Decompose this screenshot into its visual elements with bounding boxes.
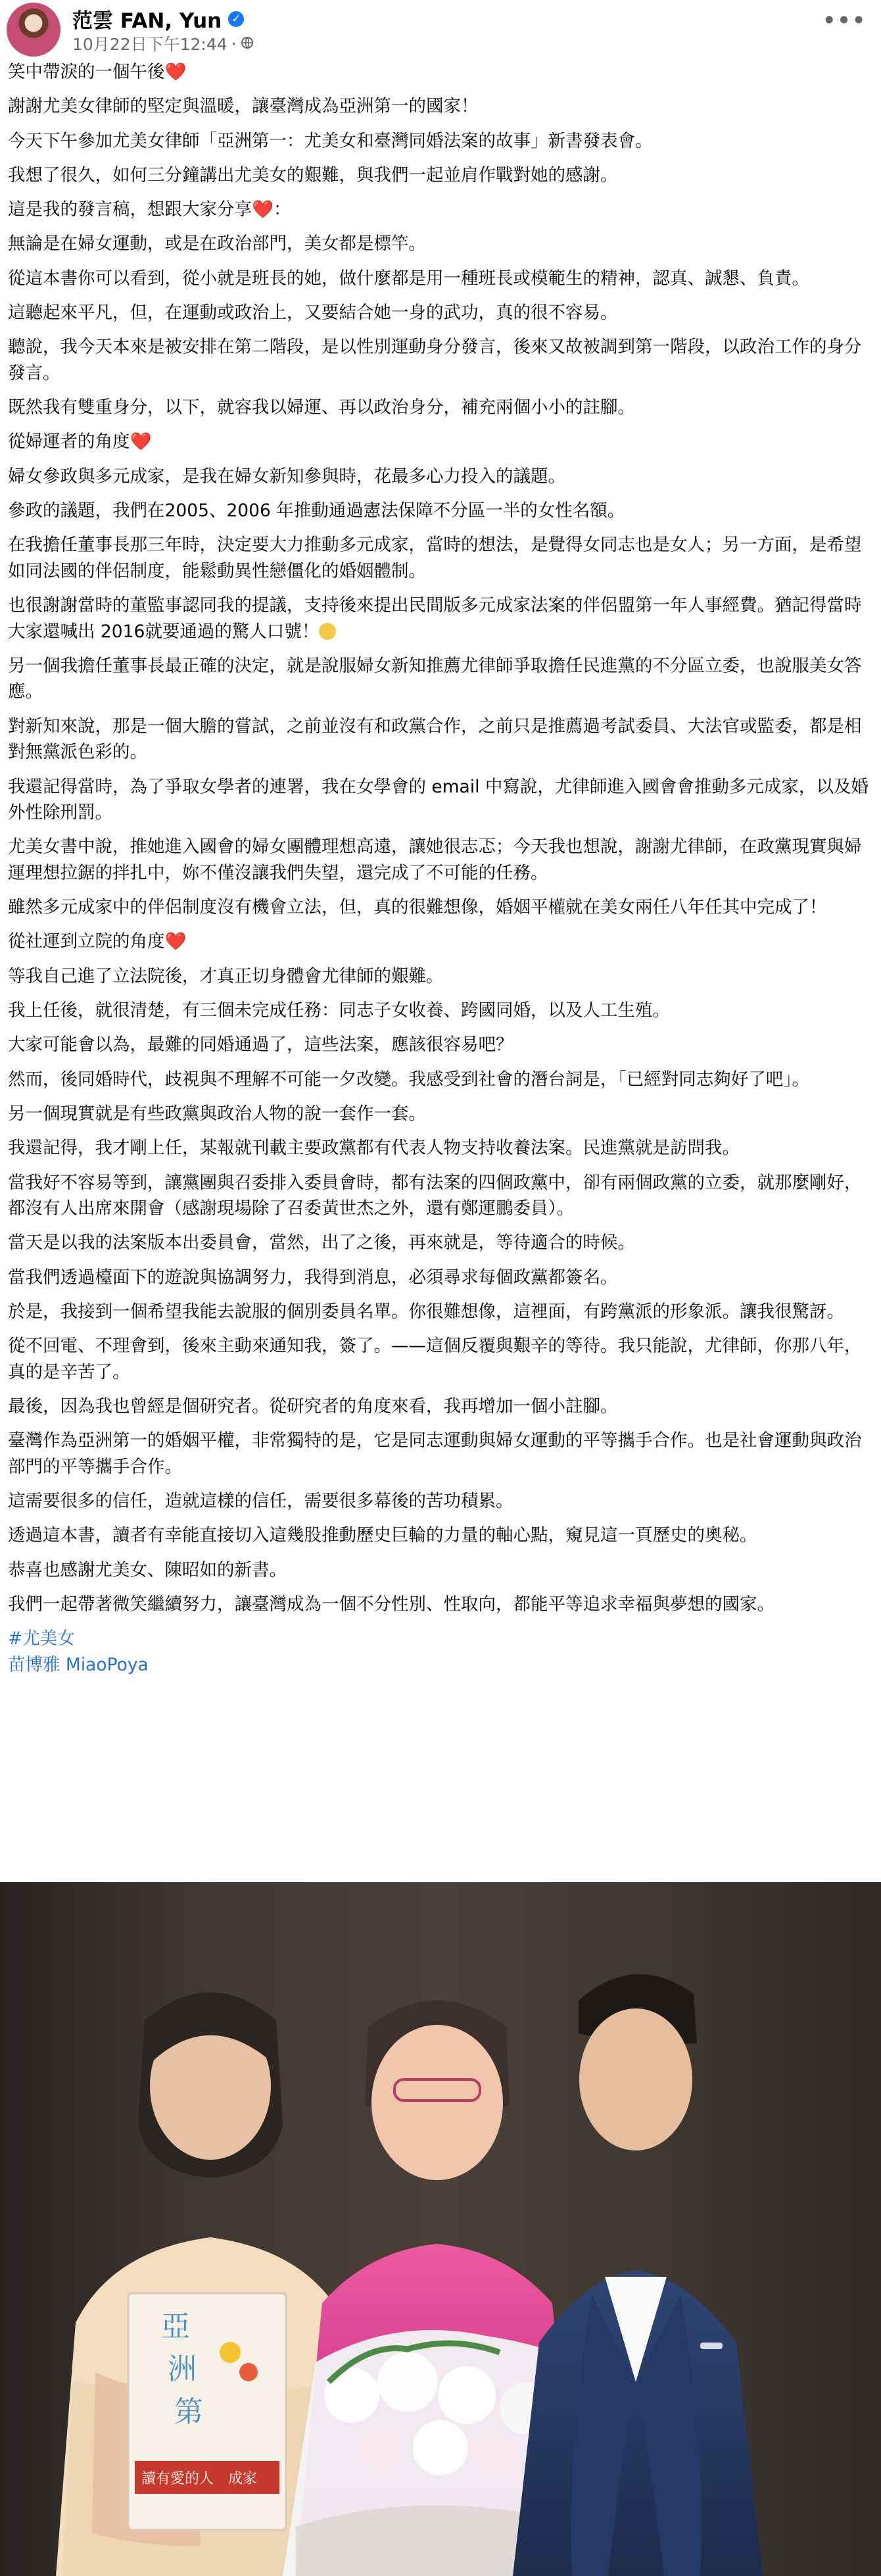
post-paragraph: 另一個我擔任董事長最正確的決定，就是說服婦女新知推薦尤律師爭取擔任民進黨的不分區立委，也說服美女答應。	[8, 655, 862, 702]
book-title-char: 第	[174, 2396, 203, 2428]
photo-illustration	[0, 1882, 881, 2576]
post-paragraph: 大家可能會以為，最難的同婚通過了，這些法案，應該很容易吧？	[8, 1034, 513, 1056]
heart-emoji-icon: ❤️	[130, 431, 152, 452]
smile-emoji-icon	[319, 623, 336, 640]
post-paragraph: 臺灣作為亞洲第一的婚姻平權，非常獨特的是，它是同志運動與婦女運動的平等攜手合作。也是社會運動與政治部門的平等攜手合作。	[8, 1430, 862, 1477]
post-paragraph: 另一個現實就是有些政黨與政治人物的說一套作一套。	[8, 1103, 426, 1124]
post-paragraph: 恭喜也感謝尤美女、陳昭如的新書。	[8, 1559, 287, 1580]
post-header	[0, 0, 881, 59]
globe-icon	[241, 34, 254, 53]
right-person-figure	[513, 1974, 763, 2576]
post-paragraph: 無論是在婦女運動，或是在政治部門，美女都是標竿。	[8, 233, 426, 255]
post-paragraph: 我上任後，就很清楚，有三個未完成任務：同志子女收養、跨國同婚，以及人工生殖。	[8, 1000, 670, 1021]
post-paragraph: 今天下午參加尤美女律師「亞洲第一：尤美女和臺灣同婚法案的故事」新書發表會。	[8, 130, 653, 151]
post-paragraph: 婦女參政與多元成家，是我在婦女新知參與時，花最多心力投入的議題。	[8, 466, 565, 487]
author-name[interactable]: 范雲 FAN, Yun	[72, 9, 222, 33]
mention-link[interactable]: 苗博雅 MiaoPoya	[8, 1655, 149, 1676]
post-meta	[72, 32, 254, 55]
post-paragraph: 我想了很久，如何三分鐘講出尤美女的艱難，與我們一起並肩作戰對她的感謝。	[8, 164, 618, 185]
book-prop	[128, 2293, 286, 2530]
post-paragraph: 最後，因為我也曾經是個研究者。從研究者的角度來看，我再增加一個小註腳。	[8, 1396, 618, 1417]
post-paragraph: 也很謝謝當時的董監事認同我的提議，支持後來提出民間版多元成家法案的伴侶盟第一年人事經費。猶記得當時大家還喊出 2016就要通過的驚人口號！	[8, 595, 862, 642]
meta-separator: ·	[231, 34, 237, 53]
book-title-char: 亞	[161, 2310, 190, 2343]
post-timestamp[interactable]: 10月22日下午12:44	[72, 35, 227, 54]
post-paragraph: 從婦運者的角度❤️	[8, 431, 152, 452]
post-paragraph: 當天是以我的法案版本出委員會，當然，出了之後，再來就是，等待適合的時候。	[8, 1232, 635, 1253]
post-paragraph: 這需要很多的信任，造就這樣的信任，需要很多幕後的苦功積累。	[8, 1491, 513, 1512]
post-paragraph: 從不回電、不理會到，後來主動來通知我，簽了。——這個反覆與艱辛的等待。我只能說，尤律師，你那八年，真的是辛苦了。	[8, 1336, 862, 1382]
post-paragraph: 從這本書你可以看到，從小就是班長的她，做什麼都是用一種班長或模範生的精神，認真、誠懇、負責。	[8, 268, 809, 289]
post-paragraph: 這是我的發言稿，想跟大家分享❤️：	[8, 199, 291, 220]
post-body	[8, 59, 869, 1678]
post-paragraph: 等我自己進了立法院後，才真正切身體會尤律師的艱難。	[8, 965, 444, 986]
post-paragraph: 聽說，我今天本來是被安排在第二階段，是以性別運動身分發言，後來又故被調到第一階段，以政治工作的身分發言。	[8, 337, 862, 383]
more-options-icon[interactable]: •••	[822, 6, 867, 35]
author-avatar[interactable]	[7, 3, 60, 57]
post-paragraph: 我還記得，我才剛上任，某報就刊載主要政黨都有代表人物支持收養法案。民進黨就是訪問我。	[8, 1138, 740, 1159]
post-paragraph: 於是，我接到一個希望我能去說服的個別委員名單。你很難想像，這裡面，有跨黨派的形象派。讓我很驚訝。	[8, 1301, 844, 1322]
post-paragraph: 當我們透過檯面下的遊說與協調努力，我得到消息，必須尋求每個政黨都簽名。	[8, 1267, 618, 1288]
verified-badge-icon: ✓	[228, 11, 244, 27]
heart-emoji-icon: ❤️	[164, 931, 187, 952]
post-paragraph: 參政的議題，我們在2005、2006 年推動通過憲法保障不分區一半的女性名額。	[8, 500, 625, 522]
post-paragraph: 我們一起帶著微笑繼續努力，讓臺灣成為一個不分性別、性取向，都能平等追求幸福與夢想的國家。	[8, 1593, 774, 1615]
post-paragraph: 透過這本書，讀者有幸能直接切入這幾股推動歷史巨輪的力量的軸心點，窺見這一頁歷史的奧秘。	[8, 1525, 757, 1546]
book-title-char: 洲	[168, 2353, 197, 2385]
author-row	[72, 4, 244, 34]
post-paragraph: 從社運到立院的角度❤️	[8, 931, 187, 952]
hashtag-link[interactable]: #尤美女	[8, 1628, 75, 1649]
post-paragraph: 既然我有雙重身分，以下，就容我以婦運、再以政治身分，補充兩個小小的註腳。	[8, 397, 635, 418]
post-paragraph: 在我擔任董事長那三年時，決定要大力推動多元成家，當時的想法，是覺得女同志也是女人；另一方面，是希望如同法國的伴侶制度，能鬆動異性戀僵化的婚姻體制。	[8, 535, 862, 581]
post-paragraph: 當我好不容易等到，讓黨團與召委排入委員會時，都有法案的四個政黨中，卻有兩個政黨的立委，就那麼剛好，都沒有人出席來開會（感謝現場除了召委黃世杰之外，還有鄭運鵬委員）。	[8, 1172, 862, 1219]
post-paragraph: 對新知來說，那是一個大膽的嘗試，之前並沒有和政黨合作，之前只是推薦過考試委員、大法官或監委，都是相對無黨派色彩的。	[8, 716, 862, 763]
post-paragraph: 雖然多元成家中的伴侶制度沒有機會立法，但，真的很難想像，婚姻平權就在美女兩任八年任其中完成了！	[8, 897, 827, 918]
heart-emoji-icon: ❤️	[252, 199, 274, 220]
heart-emoji-icon: ❤️	[164, 62, 187, 82]
post-paragraph: 我還記得當時，為了爭取女學者的連署，我在女學會的 email 中寫說，尤律師進入國會會推動多元成家，以及婚外性除刑罰。	[8, 776, 869, 823]
book-banner: 讀有愛的人 成家	[141, 2470, 258, 2487]
post-paragraph: 然而，後同婚時代，歧視與不理解不可能一夕改變。我感受到社會的潛台詞是，「已經對同志夠好了吧」。	[8, 1069, 809, 1090]
post-paragraph: 笑中帶淚的一個午後❤️	[8, 62, 187, 82]
post-paragraph: 尤美女書中說，推她進入國會的婦女團體理想高遠，讓她很志忑；今天我也想說，謝謝尤律師，在政黨現實與婦運理想拉鋸的拌扎中，妳不僅沒讓我們失望，還完成了不可能的任務。	[8, 837, 862, 883]
post-paragraph: 這聽起來平凡，但，在運動或政治上，又要結合她一身的武功，真的很不容易。	[8, 303, 618, 324]
post-photo[interactable]	[0, 1882, 881, 2576]
post-paragraph: 謝謝尤美女律師的堅定與溫暖，讓臺灣成為亞洲第一的國家！	[8, 96, 479, 117]
